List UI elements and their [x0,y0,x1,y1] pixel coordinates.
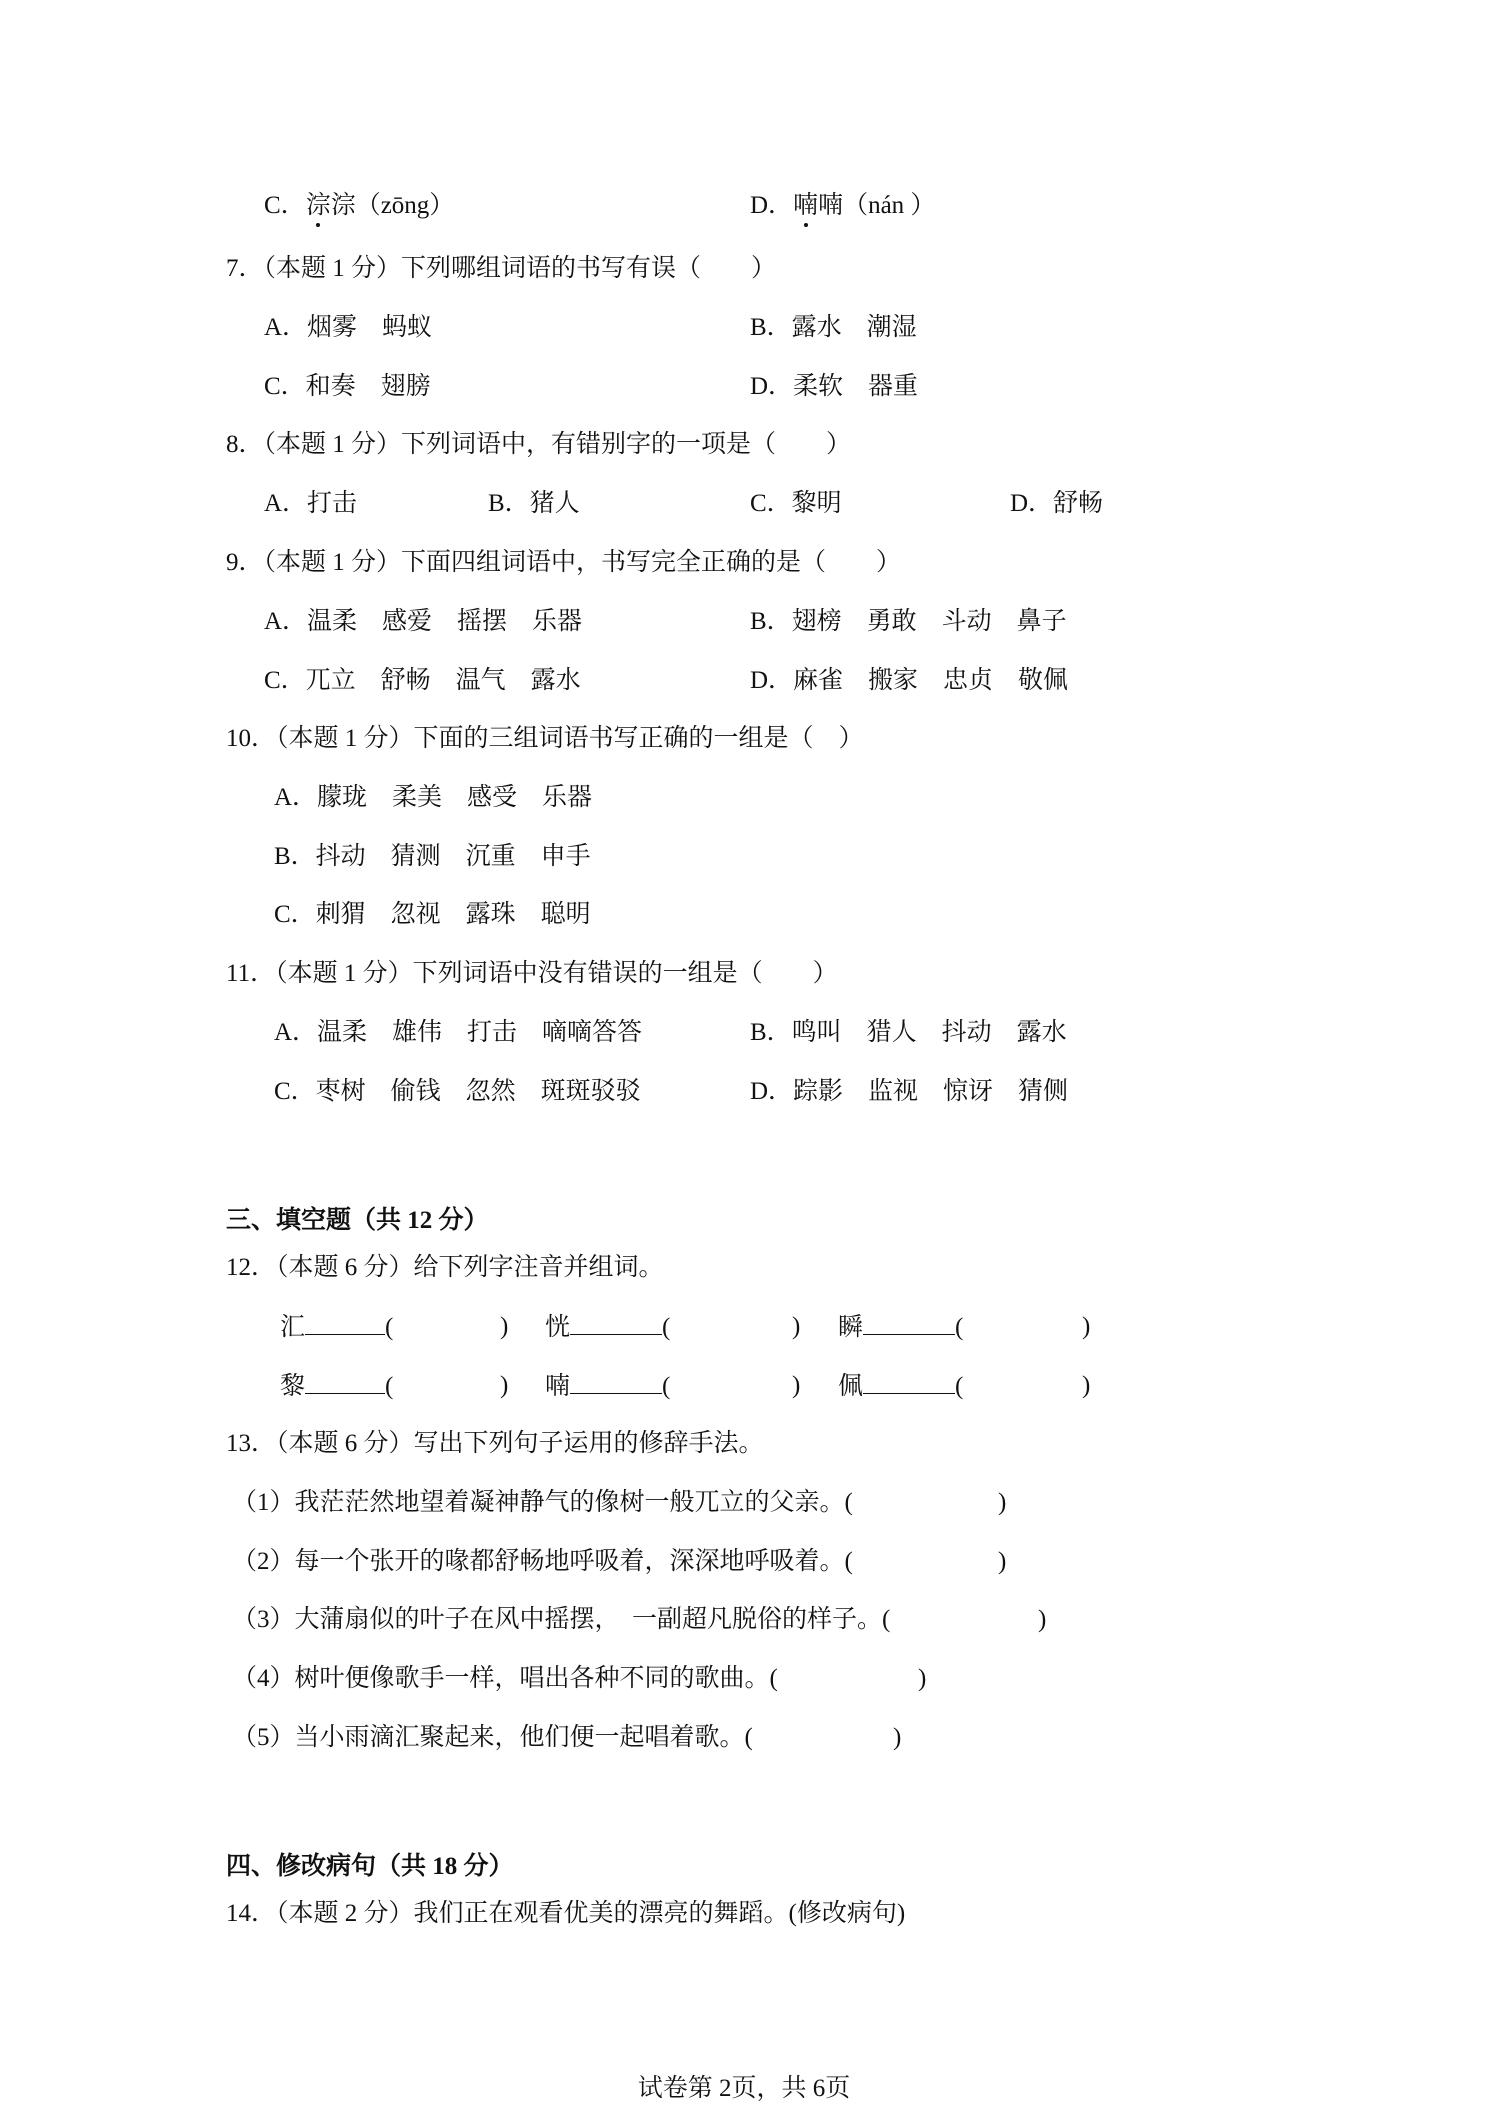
q11-option-b: B．鸣叫 猎人 抖动 露水 [750,1019,1067,1046]
q12-item-5: 喃 ( [545,1373,671,1400]
section-3-title: 三、填空题（共 12 分） [226,1207,489,1234]
q12-item-1: 汇 ( [280,1314,394,1341]
q11-option-a: A．温柔 雄伟 打击 嘀嘀答答 [274,1019,643,1046]
q10-stem: 10．（本题 1 分）下面的三组词语书写正确的一组是（ ） [226,725,864,752]
q8-option-c: C．黎明 [750,490,842,517]
q6-option-c: C．淙淙（zōng） [264,192,455,219]
q9-option-c: C．兀立 舒畅 温气 露水 [264,667,581,694]
q13-item-2-close: ) [998,1548,1007,1575]
q10-option-b: B．抖动 猜测 沉重 申手 [274,843,591,870]
q12-item-4: 黎 ( [280,1373,394,1400]
q13-item-4: （4）树叶便像歌手一样，唱出各种不同的歌曲。( [232,1665,778,1692]
q12-close: ) [500,1313,509,1340]
q9-option-d: D．麻雀 搬家 忠贞 敬佩 [750,667,1069,694]
q13-item-5-close: ) [893,1724,902,1751]
q12-blank-4[interactable] [305,1371,385,1394]
q12-blank-5[interactable] [570,1371,662,1394]
q7-option-c: C．和奏 翅膀 [264,373,431,400]
q11-option-d: D．踪影 监视 惊讶 猜侧 [750,1078,1069,1105]
q12-blank-6[interactable] [863,1371,955,1394]
q8-stem: 8．（本题 1 分）下列词语中，有错别字的一项是（ ） [226,431,852,458]
section-4-title: 四、修改病句（共 18 分） [226,1853,514,1880]
q6-option-d-marked-char: 喃 [793,192,819,219]
q13-item-3-close: ) [1038,1606,1047,1633]
q9-stem: 9．（本题 1 分）下面四组词语中，书写完全正确的是（ ） [226,549,902,576]
q13-item-1-close: ) [998,1489,1007,1516]
q8-option-a: A．打击 [264,490,358,517]
q13-item-3: （3）大蒲扇似的叶子在风中摇摆， 一副超凡脱俗的样子。( [232,1606,891,1633]
q7-option-d: D．柔软 器重 [750,373,919,400]
q8-option-d: D．舒畅 [1010,490,1104,517]
page-footer: 试卷第 2页，共 6页 [637,2075,851,2102]
q12-item-2: 恍 ( [545,1314,671,1341]
q12-item-6: 佩 ( [838,1373,964,1400]
q10-option-c: C．刺猬 忽视 露珠 聪明 [274,901,591,928]
q12-close: ) [792,1313,801,1340]
q6-option-d: D．喃喃（nán ） [750,192,936,219]
q11-stem: 11．（本题 1 分）下列词语中没有错误的一组是（ ） [226,960,838,987]
q13-stem: 13．（本题 6 分）写出下列句子运用的修辞手法。 [226,1430,764,1457]
q12-close: ) [500,1372,509,1399]
q12-blank-2[interactable] [570,1312,662,1335]
q6-option-c-marked-char: 淙 [305,192,331,219]
q12-item-3: 瞬 ( [838,1314,964,1341]
q12-close: ) [792,1372,801,1399]
q10-option-a: A．朦珑 柔美 感受 乐器 [274,784,593,811]
q12-stem: 12．（本题 6 分）给下列字注音并组词。 [226,1254,664,1281]
q7-option-a: A．烟雾 蚂蚁 [264,314,433,341]
q13-item-4-close: ) [918,1665,927,1692]
q7-stem: 7．（本题 1 分）下列哪组词语的书写有误（ ） [226,255,777,282]
q9-option-a: A．温柔 感爱 摇摆 乐器 [264,608,583,635]
q7-option-b: B．露水 潮湿 [750,314,917,341]
q12-blank-1[interactable] [305,1312,385,1335]
q12-close: ) [1082,1372,1091,1399]
q14-stem: 14．（本题 2 分）我们正在观看优美的漂亮的舞蹈。(修改病句) [226,1900,906,1927]
q12-blank-3[interactable] [863,1312,955,1335]
q13-item-5: （5）当小雨滴汇聚起来，他们便一起唱着歌。( [232,1724,753,1751]
q11-option-c: C．枣树 偷钱 忽然 斑斑驳驳 [274,1078,641,1105]
q8-option-b: B．猪人 [488,490,580,517]
q9-option-b: B．翅榜 勇敢 斗动 鼻子 [750,608,1067,635]
q12-close: ) [1082,1313,1091,1340]
q13-item-1: （1）我茫茫然地望着凝神静气的像树一般兀立的父亲。( [232,1489,853,1516]
q13-item-2: （2）每一个张开的喙都舒畅地呼吸着，深深地呼吸着。( [232,1548,853,1575]
